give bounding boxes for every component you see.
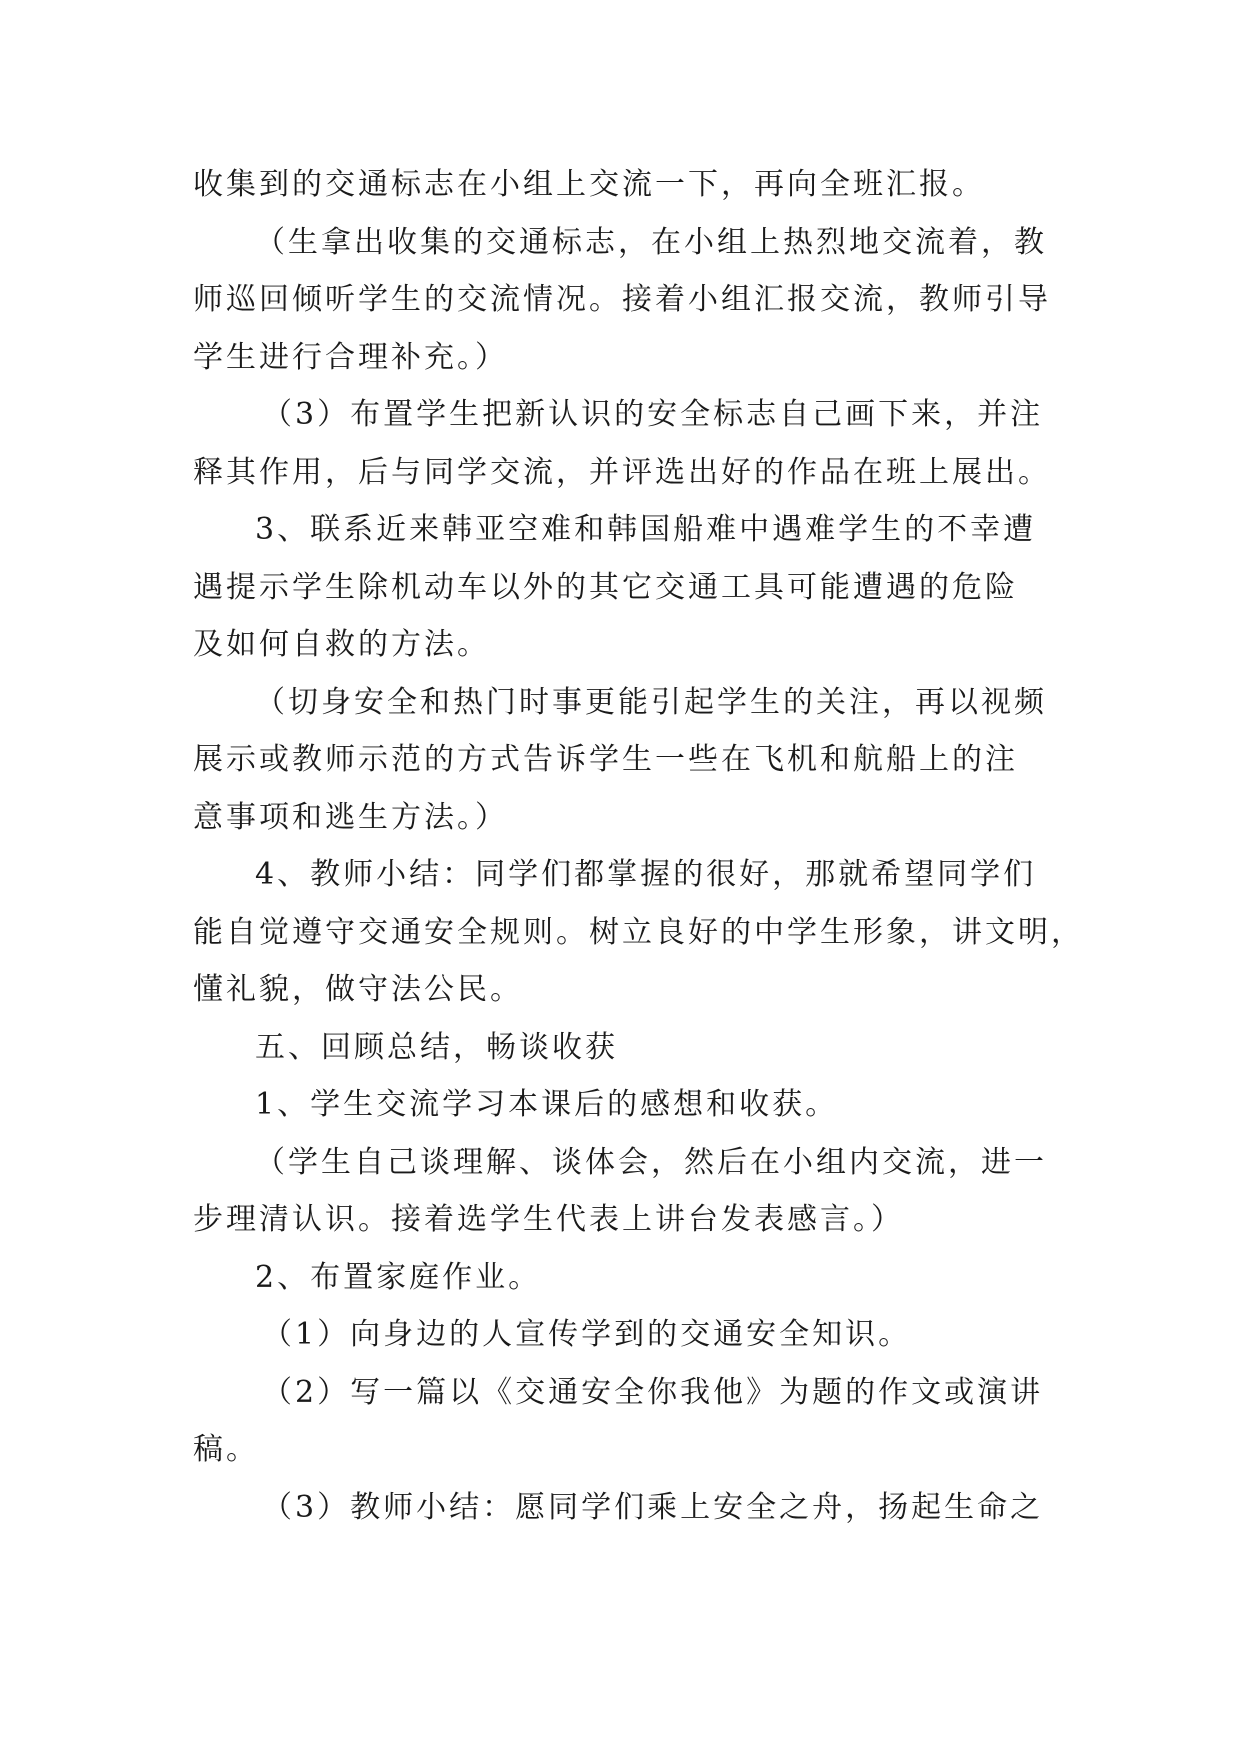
- text-line: （3）布置学生把新认识的安全标志自己画下来，并注: [262, 397, 1044, 432]
- text-line: 学生进行合理补充。）: [193, 340, 508, 375]
- text-line: 师巡回倾听学生的交流情况。接着小组汇报交流，教师引导: [193, 282, 1051, 317]
- text-line: 遇提示学生除机动车以外的其它交通工具可能遭遇的危险: [193, 570, 1018, 605]
- text-line: 展示或教师示范的方式告诉学生一些在飞机和航船上的注: [193, 742, 1018, 777]
- text-line: 2、布置家庭作业。: [255, 1260, 542, 1295]
- text-line: 释其作用，后与同学交流，并评选出好的作品在班上展出。: [193, 455, 1051, 490]
- text-line: 及如何自救的方法。: [193, 627, 490, 662]
- section-heading: 五、回顾总结，畅谈收获: [255, 1030, 618, 1065]
- text-line: 能自觉遵守交通安全规则。树立良好的中学生形象，讲文明，: [193, 915, 1084, 950]
- text-line: 步理清认识。接着选学生代表上讲台发表感言。）: [193, 1202, 904, 1237]
- text-line: 1、学生交流学习本课后的感想和收获。: [255, 1087, 839, 1122]
- text-line: 懂礼貌，做守法公民。: [193, 972, 523, 1007]
- text-line: （切身安全和热门时事更能引起学生的关注，再以视频: [255, 685, 1047, 720]
- text-line: 3、联系近来韩亚空难和韩国船难中遇难学生的不幸遭: [255, 512, 1037, 547]
- text-line: （生拿出收集的交通标志，在小组上热烈地交流着，教: [255, 225, 1047, 260]
- text-line: （2）写一篇以《交通安全你我他》为题的作文或演讲: [262, 1375, 1044, 1410]
- text-line: 稿。: [193, 1432, 259, 1467]
- text-line: （学生自己谈理解、谈体会，然后在小组内交流，进一: [255, 1145, 1047, 1180]
- text-line: （1）向身边的人宣传学到的交通安全知识。: [262, 1317, 912, 1352]
- text-line: 意事项和逃生方法。）: [193, 800, 508, 835]
- text-line: （3）教师小结：愿同学们乘上安全之舟，扬起生命之: [262, 1490, 1044, 1525]
- text-line: 收集到的交通标志在小组上交流一下，再向全班汇报。: [193, 167, 985, 202]
- text-line: 4、教师小结：同学们都掌握的很好，那就希望同学们: [255, 857, 1037, 892]
